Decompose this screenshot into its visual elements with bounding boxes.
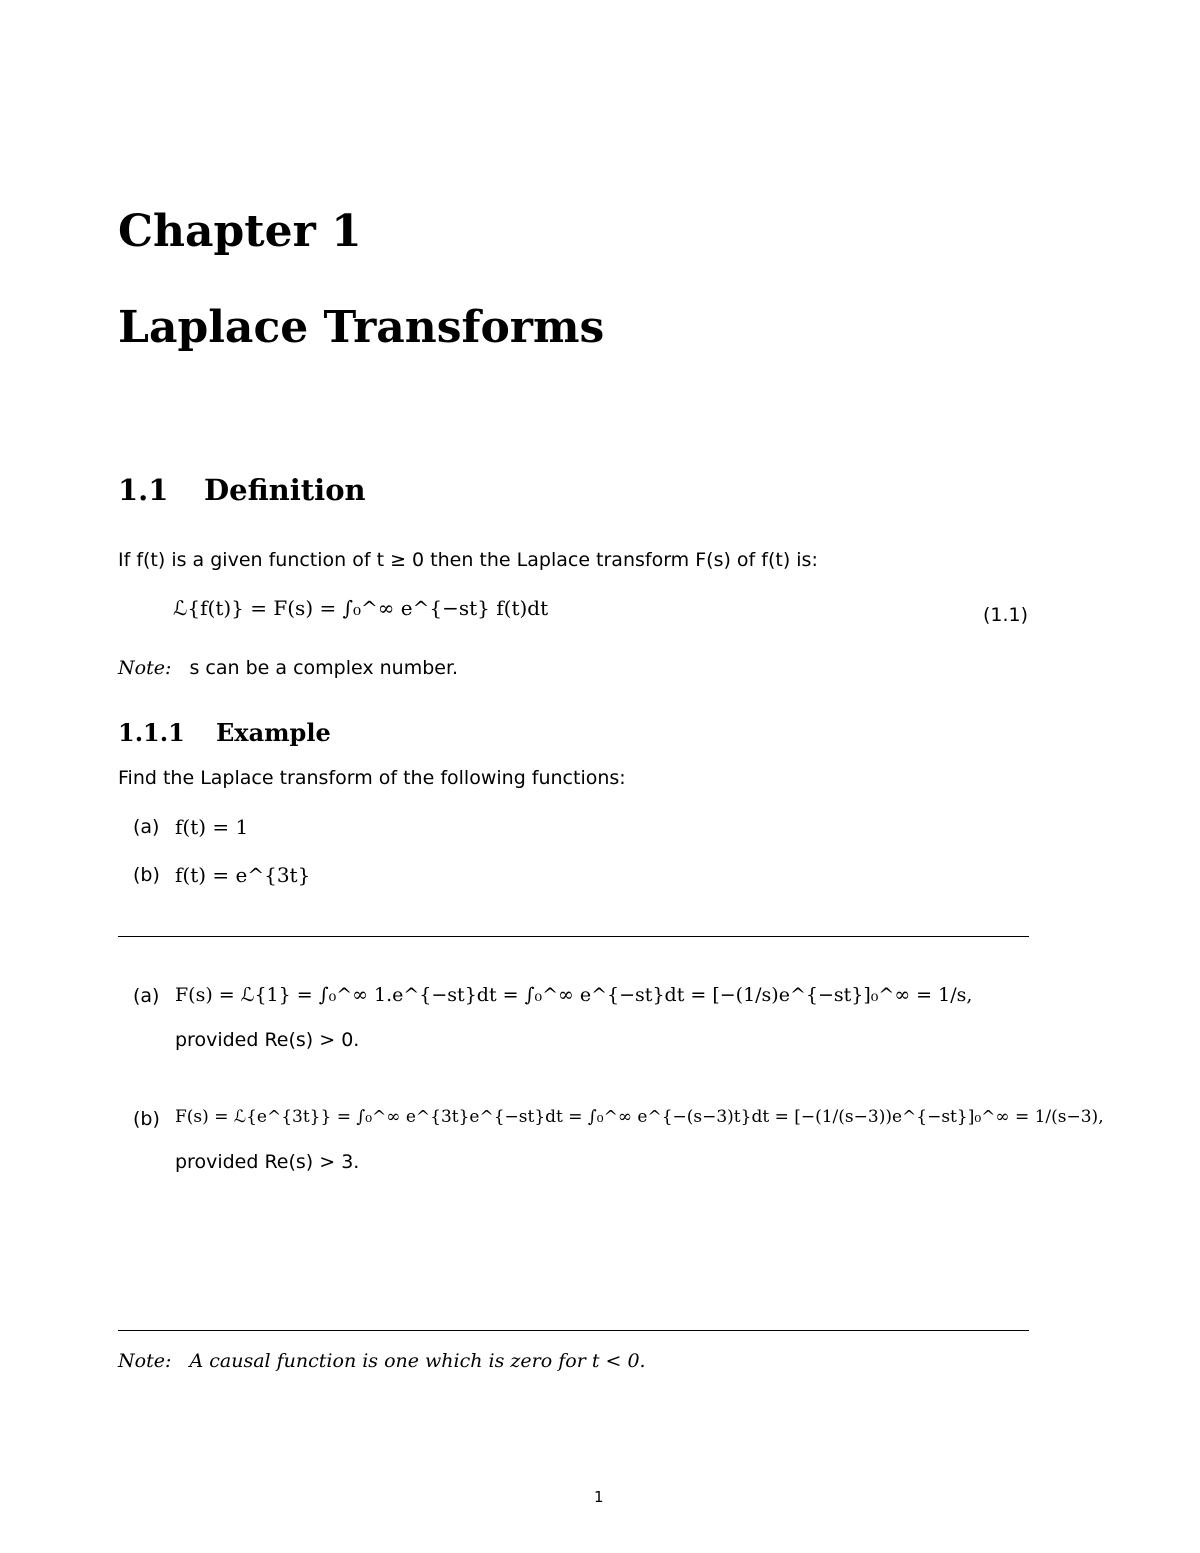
note-text: s can be a complex number. [189, 657, 459, 679]
definition-sentence: If f(t) is a given function of t ≥ 0 then the Laplace transform F(s) of f(t) is: [118, 549, 818, 571]
page-number: 1 [594, 1488, 604, 1506]
equation-number: (1.1) [983, 604, 1029, 626]
example-prompt: Find the Laplace transform of the following functions: [118, 767, 626, 789]
definition-note [118, 657, 458, 679]
footnote-text: A causal function is one which is zero for t < 0. [189, 1350, 646, 1372]
example-item-b-expr: f(t) = e^{3t} [175, 863, 311, 887]
footnote-label: Note: [118, 1350, 172, 1372]
solution-a-label: (a) [133, 985, 160, 1007]
example-item-b-label: (b) [133, 864, 160, 886]
chapter-title: Laplace Transforms [118, 302, 605, 353]
solution-b-proviso: provided Re(s) > 3. [175, 1151, 360, 1173]
solution-b-label: (b) [133, 1108, 160, 1130]
footnote [118, 1350, 646, 1372]
subsection-number: 1.1.1 [118, 718, 185, 747]
solution-b-equation: F(s) = ℒ{e^{3t}} = ∫₀^∞ e^{3t}e^{−st}dt = ∫₀^∞ e^{−(s−3)t}dt = [−(1/(s−3))e^{−st}]₀^∞ = 1/(s−3), [175, 1107, 1104, 1127]
subsection-title: Example [216, 718, 331, 747]
chapter-label: Chapter 1 [118, 206, 362, 257]
solution-a-proviso: provided Re(s) > 0. [175, 1029, 360, 1051]
section-number: 1.1 [118, 473, 169, 507]
footnote-divider [118, 1330, 1029, 1331]
note-label: Note: [118, 657, 172, 679]
solution-a-equation: F(s) = ℒ{1} = ∫₀^∞ 1.e^{−st}dt = ∫₀^∞ e^{−st}dt = [−(1/s)e^{−st}]₀^∞ = 1/s, [175, 984, 973, 1006]
definition-equation: ℒ{f(t)} = F(s) = ∫₀^∞ e^{−st} f(t)dt [173, 596, 549, 620]
example-item-a-label: (a) [133, 816, 160, 838]
example-item-a-expr: f(t) = 1 [175, 815, 249, 839]
divider [118, 936, 1029, 937]
section-title: Definition [204, 473, 366, 507]
